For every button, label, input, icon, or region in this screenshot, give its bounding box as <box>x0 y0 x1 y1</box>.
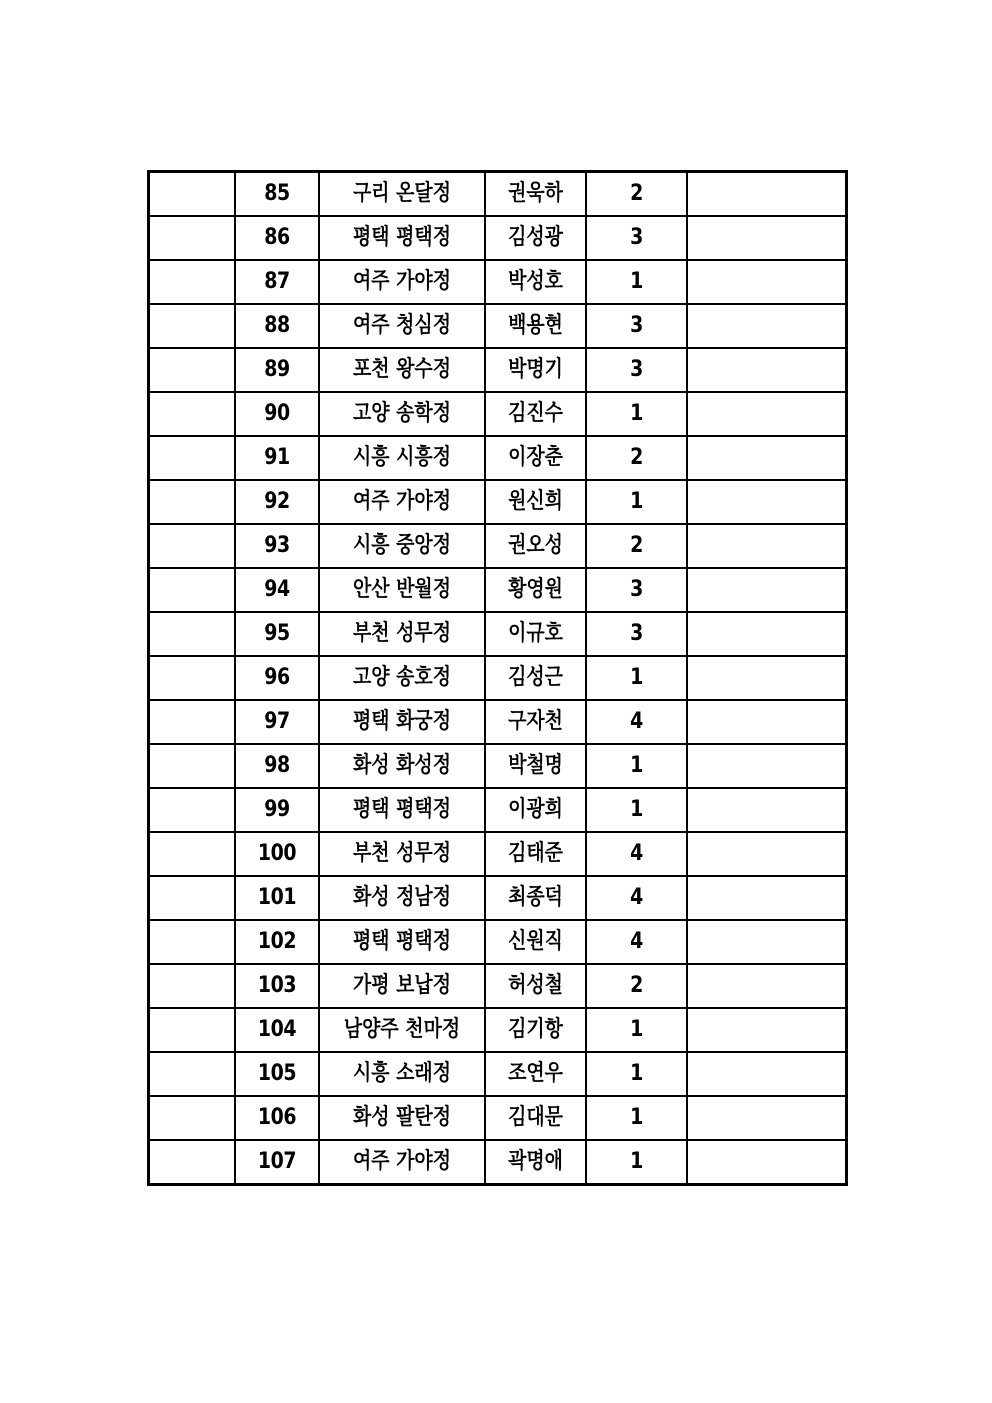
blank-cell <box>155 436 229 480</box>
row-number-cell: 102 <box>240 920 312 964</box>
table-row <box>149 172 847 217</box>
blank-cell <box>698 1096 836 1140</box>
venue-cell: 부천 성무정 <box>330 832 473 876</box>
table-row <box>149 1008 847 1052</box>
row-number-cell: 93 <box>240 524 312 568</box>
venue-cell: 화성 화성정 <box>330 744 473 788</box>
venue-cell: 시흥 소래정 <box>330 1052 473 1096</box>
person-name-cell: 박성호 <box>492 260 579 304</box>
blank-cell <box>698 568 836 612</box>
person-name-cell: 황영원 <box>492 568 579 612</box>
table-row <box>149 920 847 964</box>
row-number-cell: 103 <box>240 964 312 1008</box>
person-name-cell: 신원직 <box>492 920 579 964</box>
blank-cell <box>698 744 836 788</box>
blank-cell <box>155 1052 229 1096</box>
blank-cell <box>155 1008 229 1052</box>
row-number-cell: 107 <box>240 1140 312 1185</box>
blank-cell <box>155 700 229 744</box>
count-cell: 1 <box>593 1052 680 1096</box>
table-row <box>149 260 847 304</box>
count-cell: 4 <box>593 832 680 876</box>
count-cell: 1 <box>593 744 680 788</box>
blank-cell <box>155 392 229 436</box>
blank-cell <box>698 348 836 392</box>
venue-cell: 평택 평택정 <box>330 788 473 832</box>
table-row <box>149 392 847 436</box>
person-name-cell: 김진수 <box>492 392 579 436</box>
venue-cell: 여주 가야정 <box>330 260 473 304</box>
blank-cell <box>155 480 229 524</box>
row-number-cell: 91 <box>240 436 312 480</box>
row-number-cell: 105 <box>240 1052 312 1096</box>
venue-cell: 부천 성무정 <box>330 612 473 656</box>
count-cell: 1 <box>593 392 680 436</box>
row-number-cell: 92 <box>240 480 312 524</box>
blank-cell <box>698 1052 836 1096</box>
person-name-cell: 박철명 <box>492 744 579 788</box>
table-row <box>149 700 847 744</box>
venue-cell: 남양주 천마정 <box>330 1008 473 1052</box>
blank-cell <box>155 744 229 788</box>
person-name-cell: 조연우 <box>492 1052 579 1096</box>
count-cell: 4 <box>593 876 680 920</box>
blank-cell <box>155 1140 229 1185</box>
person-name-cell: 김기항 <box>492 1008 579 1052</box>
count-cell: 1 <box>593 1008 680 1052</box>
table-row <box>149 1052 847 1096</box>
row-number-cell: 95 <box>240 612 312 656</box>
venue-cell: 시흥 시흥정 <box>330 436 473 480</box>
venue-cell: 평택 평택정 <box>330 216 473 260</box>
blank-cell <box>155 348 229 392</box>
venue-cell: 안산 반월정 <box>330 568 473 612</box>
row-number-cell: 94 <box>240 568 312 612</box>
row-number-cell: 101 <box>240 876 312 920</box>
row-number-cell: 96 <box>240 656 312 700</box>
blank-cell <box>155 216 229 260</box>
table-row <box>149 1140 847 1185</box>
table-row <box>149 1096 847 1140</box>
table-row <box>149 524 847 568</box>
row-number-cell: 100 <box>240 832 312 876</box>
blank-cell <box>698 700 836 744</box>
blank-cell <box>698 304 836 348</box>
person-name-cell: 이장춘 <box>492 436 579 480</box>
blank-cell <box>698 1008 836 1052</box>
count-cell: 3 <box>593 568 680 612</box>
roster-table <box>147 170 848 1186</box>
person-name-cell: 곽명애 <box>492 1140 579 1185</box>
blank-cell <box>698 216 836 260</box>
count-cell: 2 <box>593 524 680 568</box>
person-name-cell: 원신희 <box>492 480 579 524</box>
table-row <box>149 612 847 656</box>
blank-cell <box>698 612 836 656</box>
row-number-cell: 98 <box>240 744 312 788</box>
person-name-cell: 구자천 <box>492 700 579 744</box>
blank-cell <box>698 260 836 304</box>
count-cell: 4 <box>593 920 680 964</box>
count-cell: 1 <box>593 260 680 304</box>
table-row <box>149 876 847 920</box>
venue-cell: 여주 청심정 <box>330 304 473 348</box>
count-cell: 1 <box>593 788 680 832</box>
table-row <box>149 832 847 876</box>
count-cell: 2 <box>593 964 680 1008</box>
blank-cell <box>155 876 229 920</box>
blank-cell <box>155 524 229 568</box>
blank-cell <box>698 436 836 480</box>
blank-cell <box>155 920 229 964</box>
venue-cell: 구리 온달정 <box>330 172 473 217</box>
table-row <box>149 788 847 832</box>
blank-cell <box>155 788 229 832</box>
count-cell: 1 <box>593 1096 680 1140</box>
person-name-cell: 이규호 <box>492 612 579 656</box>
person-name-cell: 김대문 <box>492 1096 579 1140</box>
table-row <box>149 964 847 1008</box>
count-cell: 2 <box>593 436 680 480</box>
venue-cell: 평택 평택정 <box>330 920 473 964</box>
row-number-cell: 90 <box>240 392 312 436</box>
venue-cell: 화성 정남정 <box>330 876 473 920</box>
venue-cell: 가평 보납정 <box>330 964 473 1008</box>
blank-cell <box>155 304 229 348</box>
person-name-cell: 김성근 <box>492 656 579 700</box>
blank-cell <box>698 1140 836 1185</box>
count-cell: 1 <box>593 480 680 524</box>
blank-cell <box>698 480 836 524</box>
blank-cell <box>155 612 229 656</box>
table-row <box>149 348 847 392</box>
blank-cell <box>698 964 836 1008</box>
count-cell: 2 <box>593 172 680 217</box>
person-name-cell: 권욱하 <box>492 172 579 217</box>
blank-cell <box>698 656 836 700</box>
venue-cell: 고양 송호정 <box>330 656 473 700</box>
table-row <box>149 480 847 524</box>
venue-cell: 시흥 중앙정 <box>330 524 473 568</box>
blank-cell <box>155 172 229 217</box>
row-number-cell: 104 <box>240 1008 312 1052</box>
table-row <box>149 216 847 260</box>
blank-cell <box>155 568 229 612</box>
blank-cell <box>698 524 836 568</box>
person-name-cell: 이광희 <box>492 788 579 832</box>
row-number-cell: 86 <box>240 216 312 260</box>
blank-cell <box>155 832 229 876</box>
venue-cell: 화성 팔탄정 <box>330 1096 473 1140</box>
person-name-cell: 권오성 <box>492 524 579 568</box>
table-row <box>149 304 847 348</box>
row-number-cell: 88 <box>240 304 312 348</box>
blank-cell <box>155 964 229 1008</box>
blank-cell <box>698 876 836 920</box>
venue-cell: 여주 가야정 <box>330 1140 473 1185</box>
row-number-cell: 85 <box>240 172 312 217</box>
count-cell: 3 <box>593 304 680 348</box>
person-name-cell: 최종덕 <box>492 876 579 920</box>
venue-cell: 고양 송학정 <box>330 392 473 436</box>
blank-cell <box>698 172 836 217</box>
blank-cell <box>155 1096 229 1140</box>
count-cell: 3 <box>593 216 680 260</box>
person-name-cell: 박명기 <box>492 348 579 392</box>
count-cell: 3 <box>593 612 680 656</box>
person-name-cell: 김성광 <box>492 216 579 260</box>
table-row <box>149 568 847 612</box>
row-number-cell: 99 <box>240 788 312 832</box>
blank-cell <box>155 260 229 304</box>
row-number-cell: 97 <box>240 700 312 744</box>
blank-cell <box>698 392 836 436</box>
row-number-cell: 87 <box>240 260 312 304</box>
person-name-cell: 허성철 <box>492 964 579 1008</box>
count-cell: 1 <box>593 656 680 700</box>
count-cell: 1 <box>593 1140 680 1185</box>
blank-cell <box>698 832 836 876</box>
count-cell: 4 <box>593 700 680 744</box>
table-row <box>149 744 847 788</box>
person-name-cell: 김태준 <box>492 832 579 876</box>
blank-cell <box>698 788 836 832</box>
row-number-cell: 106 <box>240 1096 312 1140</box>
table-row <box>149 656 847 700</box>
blank-cell <box>155 656 229 700</box>
blank-cell <box>698 920 836 964</box>
roster-table-body <box>149 172 847 1185</box>
row-number-cell: 89 <box>240 348 312 392</box>
venue-cell: 여주 가야정 <box>330 480 473 524</box>
table-row <box>149 436 847 480</box>
person-name-cell: 백용현 <box>492 304 579 348</box>
count-cell: 3 <box>593 348 680 392</box>
venue-cell: 평택 화궁정 <box>330 700 473 744</box>
venue-cell: 포천 왕수정 <box>330 348 473 392</box>
